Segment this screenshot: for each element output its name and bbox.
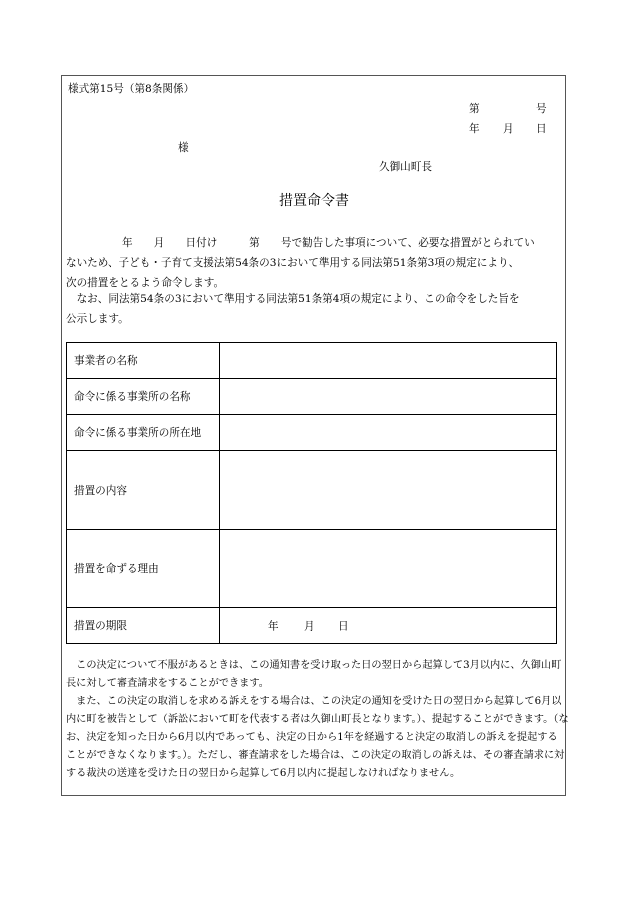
doc-number-dai: 第 <box>469 103 480 115</box>
business-name-field[interactable] <box>220 343 557 379</box>
row-label-facility-address: 命令に係る事業所の所在地 <box>67 415 220 451</box>
addressee-suffix: 様 <box>178 142 189 154</box>
notice-line: ことができなくなります。）。ただし、審査請求をした場合は、この決定の取消しの訴えは、その審査請求に対 <box>66 750 565 761</box>
notice-line: また、この決定の取消しを求める訴えをする場合は、この決定の通知を受けた日の翌日から起算して6月以 <box>66 696 562 707</box>
facility-name-field[interactable] <box>220 379 557 415</box>
row-label-business-name: 事業者の名称 <box>67 343 220 379</box>
row-label-deadline: 措置の期限 <box>67 608 220 644</box>
date-year: 年 <box>469 123 480 135</box>
deadline-year: 年 <box>268 620 279 632</box>
table-row <box>67 451 557 530</box>
notice-line: この決定について不服があるときは、この通知書を受け取った日の翌日から起算して3月以内に、久御山町 <box>66 660 562 671</box>
table-row <box>67 343 557 379</box>
date-month: 月 <box>503 123 514 135</box>
form-number: 様式第15号（第8条関係） <box>68 83 195 95</box>
row-label-measure-content: 措置の内容 <box>67 451 220 530</box>
doc-number-go: 号 <box>536 103 547 115</box>
table-row <box>67 415 557 451</box>
measure-table <box>66 342 557 644</box>
page-title: 措置命令書 <box>279 193 349 209</box>
notice-line: 内に町を被告として（訴訟において町を代表する者は久御山町長となります。）、提起することができます。（な <box>66 714 569 725</box>
measure-content-field[interactable] <box>220 451 557 530</box>
body-line: 年 月 日付け 第 号で勧告した事項について、必要な措置がとられてい <box>122 237 535 249</box>
body-paragraph-1 <box>66 233 566 293</box>
notice-line: お、決定を知った日から6月以内であっても、決定の日から1年を経過すると決定の取消しの訴えを提起する <box>66 732 558 743</box>
issuer-name: 久御山町長 <box>379 161 432 173</box>
body-paragraph-2 <box>66 289 566 329</box>
table-row <box>67 379 557 415</box>
table-row <box>67 608 557 644</box>
table-row <box>67 530 557 608</box>
row-label-measure-reason: 措置を命ずる理由 <box>67 530 220 608</box>
body-line: 次の措置をとるよう命令します。 <box>66 277 225 289</box>
deadline-month: 月 <box>304 620 315 632</box>
notice-line: 長に対して審査請求をすることができます。 <box>66 678 269 689</box>
measure-reason-field[interactable] <box>220 530 557 608</box>
row-label-facility-name: 命令に係る事業所の名称 <box>67 379 220 415</box>
deadline-field[interactable] <box>220 608 557 644</box>
body-line: ないため、子ども・子育て支援法第54条の3において準用する同法第51条第3項の規定により、 <box>66 257 520 269</box>
notice-line: する裁決の送達を受けた日の翌日から起算して6月以内に提起しなければなりません。 <box>66 768 461 779</box>
body-line: 公示します。 <box>66 313 129 325</box>
facility-address-field[interactable] <box>220 415 557 451</box>
body-line: なお、同法第54条の3において準用する同法第51条第4項の規定により、この命令をした旨を <box>66 293 520 305</box>
appeal-notice <box>66 657 569 783</box>
deadline-day: 日 <box>338 620 349 632</box>
date-day: 日 <box>536 123 547 135</box>
